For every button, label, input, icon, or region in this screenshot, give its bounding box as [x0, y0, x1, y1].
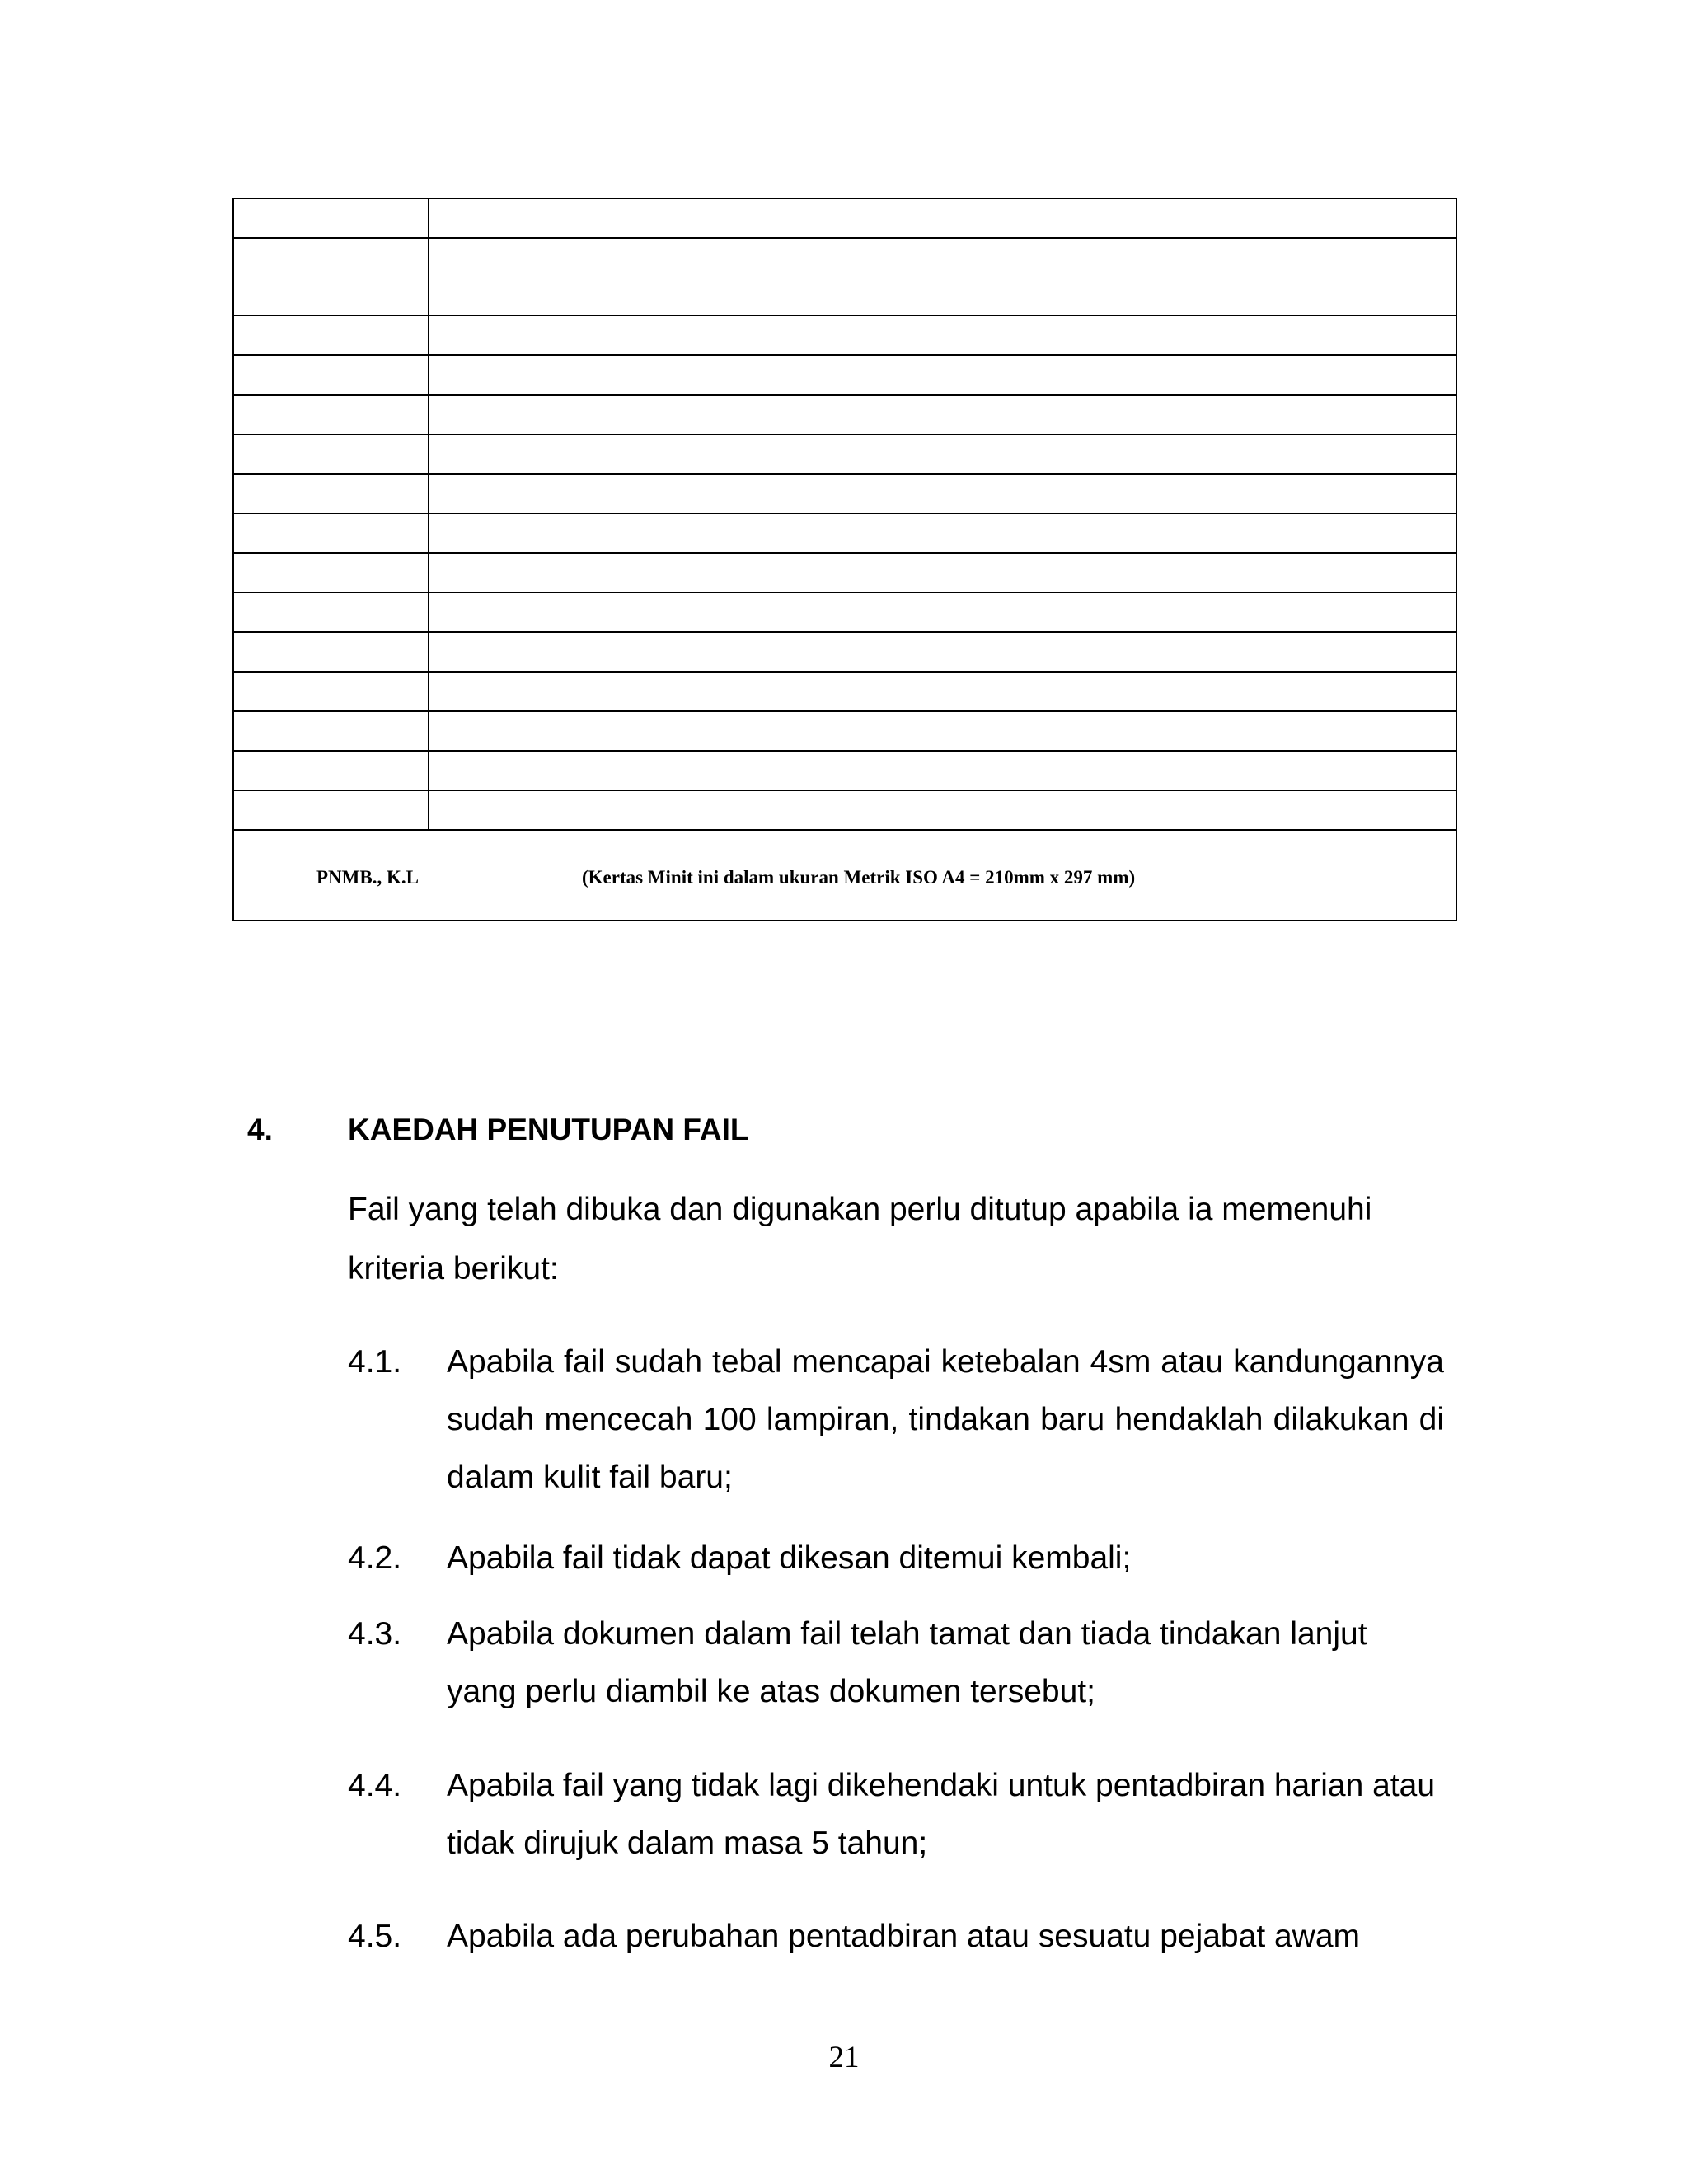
- minute-paper-footer: [234, 831, 1456, 920]
- list-item-number: 4.5.: [348, 1919, 402, 1954]
- minute-cell-date: [234, 435, 429, 473]
- list-item: [348, 1333, 1444, 1507]
- minute-cell-date: [234, 475, 429, 513]
- minute-cell-note: [429, 199, 1456, 237]
- minute-cell-note: [429, 239, 1456, 315]
- minute-row: [234, 514, 1456, 554]
- list-item: [348, 1908, 1444, 1966]
- list-item-text: Apabila fail tidak dapat dikesan ditemui kembali;: [447, 1540, 1132, 1576]
- minute-cell-date: [234, 554, 429, 592]
- minute-cell-date: [234, 712, 429, 750]
- list-item-number: 4.1.: [348, 1344, 402, 1380]
- minute-row: [234, 356, 1456, 396]
- list-item: [348, 1605, 1444, 1721]
- list-item-number: 4.4.: [348, 1768, 402, 1803]
- list-item: [348, 1530, 1444, 1587]
- minute-cell-note: [429, 633, 1456, 671]
- list-item-text: Apabila ada perubahan pentadbiran atau sesuatu pejabat awam: [447, 1919, 1361, 1954]
- minute-cell-note: [429, 396, 1456, 434]
- minute-cell-date: [234, 593, 429, 631]
- minute-cell-date: [234, 752, 429, 790]
- section-title: KAEDAH PENUTUPAN FAIL: [348, 1113, 749, 1146]
- section-number: 4.: [247, 1113, 273, 1146]
- footer-organization: PNMB., K.L: [316, 867, 419, 888]
- minute-row: [234, 673, 1456, 712]
- minute-cell-note: [429, 356, 1456, 394]
- minute-row: [234, 475, 1456, 514]
- minute-row: [234, 554, 1456, 593]
- minute-cell-note: [429, 791, 1456, 829]
- minute-cell-date: [234, 396, 429, 434]
- list-item: [348, 1757, 1444, 1872]
- page-number: 21: [828, 2041, 860, 2074]
- minute-cell-note: [429, 435, 1456, 473]
- minute-cell-note: [429, 475, 1456, 513]
- minute-cell-date: [234, 199, 429, 237]
- footer-size-note: (Kertas Minit ini dalam ukuran Metrik ISO A4 = 210mm x 297 mm): [582, 867, 1136, 888]
- minute-row: [234, 593, 1456, 633]
- minute-row: [234, 396, 1456, 435]
- minute-row: [234, 435, 1456, 475]
- minute-cell-note: [429, 712, 1456, 750]
- list-item-number: 4.3.: [348, 1616, 402, 1652]
- minute-row: [234, 752, 1456, 791]
- minute-row: [234, 633, 1456, 673]
- minute-cell-note: [429, 554, 1456, 592]
- minute-row: [234, 239, 1456, 316]
- minute-cell-note: [429, 316, 1456, 354]
- minute-row: [234, 712, 1456, 752]
- minute-cell-note: [429, 752, 1456, 790]
- minute-cell-date: [234, 791, 429, 829]
- minute-cell-date: [234, 316, 429, 354]
- section-intro: Fail yang telah dibuka dan digunakan perlu ditutup apabila ia memenuhi kriteria berikut:: [348, 1192, 1372, 1286]
- minute-cell-note: [429, 593, 1456, 631]
- minute-cell-date: [234, 633, 429, 671]
- minute-paper-table: [232, 198, 1457, 921]
- list-item-text: Apabila dokumen dalam fail telah tamat dan tiada tindakan lanjut yang perlu diambil ke atas dokumen tersebut;: [447, 1616, 1367, 1709]
- minute-cell-note: [429, 514, 1456, 552]
- list-item-number: 4.2.: [348, 1540, 402, 1576]
- minute-cell-date: [234, 356, 429, 394]
- minute-cell-date: [234, 673, 429, 710]
- minute-row: [234, 791, 1456, 831]
- minute-row: [234, 199, 1456, 239]
- list-item-text: Apabila fail sudah tebal mencapai ketebalan 4sm atau kandungannya sudah mencecah 100 lampiran, tindakan baru hendaklah dilakukan di dalam kulit fail baru;: [447, 1344, 1444, 1495]
- list-item-text: Apabila fail yang tidak lagi dikehendaki untuk pentadbiran harian atau tidak dirujuk dalam masa 5 tahun;: [447, 1768, 1436, 1861]
- minute-row: [234, 316, 1456, 356]
- minute-cell-date: [234, 239, 429, 315]
- minute-cell-note: [429, 673, 1456, 710]
- minute-cell-date: [234, 514, 429, 552]
